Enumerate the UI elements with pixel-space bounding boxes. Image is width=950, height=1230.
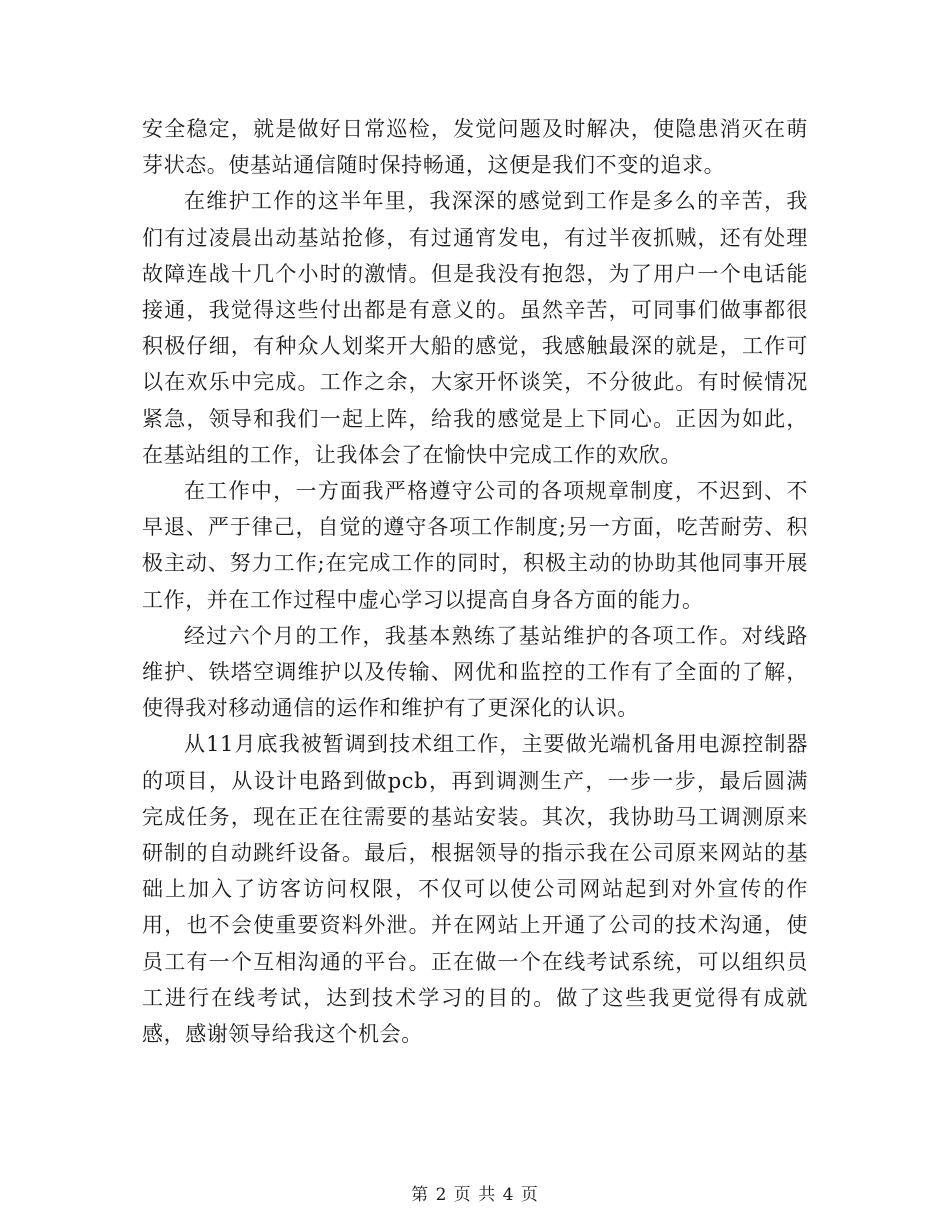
paragraph-4: 经过六个月的工作，我基本熟练了基站维护的各项工作。对线路维护、铁塔空调维护以及传输、网优和监控的工作有了全面的了解，使得我对移动通信的运作和维护有了更深化的认识。 xyxy=(142,623,808,721)
paragraph-3: 在工作中，一方面我严格遵守公司的各项规章制度，不迟到、不早退、严于律己，自觉的遵守各项工作制度;另一方面，吃苦耐劳、积极主动、努力工作;在完成工作的同时，积极主动的协助其他同事开展工作，并在工作过程中虚心学习以提高自身各方面的能力。 xyxy=(142,479,808,612)
page-number-footer: 第 2 页 共 4 页 xyxy=(411,1185,539,1205)
paragraph-5: 从11月底我被暂调到技术组工作，主要做光端机备用电源控制器的项目，从设计电路到做pcb，再到调测生产，一步一步，最后圆满完成任务，现在正在往需要的基站安装。其次，我协助马工调测原来研制的自动跳纤设备。最后，根据领导的指示我在公司原来网站的基础上加入了访客访问权限，不仅可以使公司网站起到对外宣传的作用，也不会使重要资料外泄。并在网站上开通了公司的技术沟通，使员工有一个互相沟通的平台。正在做一个在线考试系统，可以组织员工进行在线考试，达到技术学习的目的。做了这些我更觉得有成就感，感谢领导给我这个机会。 xyxy=(142,732,808,1047)
paragraph-2: 在维护工作的这半年里，我深深的感觉到工作是多么的辛苦，我们有过凌晨出动基站抢修，有过通宵发电，有过半夜抓贼，还有处理故障连战十几个小时的激情。但是我没有抱怨，为了用户一个电话能接通，我觉得这些付出都是有意义的。虽然辛苦，可同事们做事都很积极仔细，有种众人划桨开大船的感觉，我感触最深的就是，工作可以在欢乐中完成。工作之余，大家开怀谈笑，不分彼此。有时候情况紧急，领导和我们一起上阵，给我的感觉是上下同心。正因为如此，在基站组的工作，让我体会了在愉快中完成工作的欢欣。 xyxy=(142,189,808,467)
document-body xyxy=(142,111,808,1052)
paragraph-1: 安全稳定，就是做好日常巡检，发觉问题及时解决，使隐患消灭在萌芽状态。使基站通信随时保持畅通，这便是我们不变的追求。 xyxy=(142,117,808,178)
